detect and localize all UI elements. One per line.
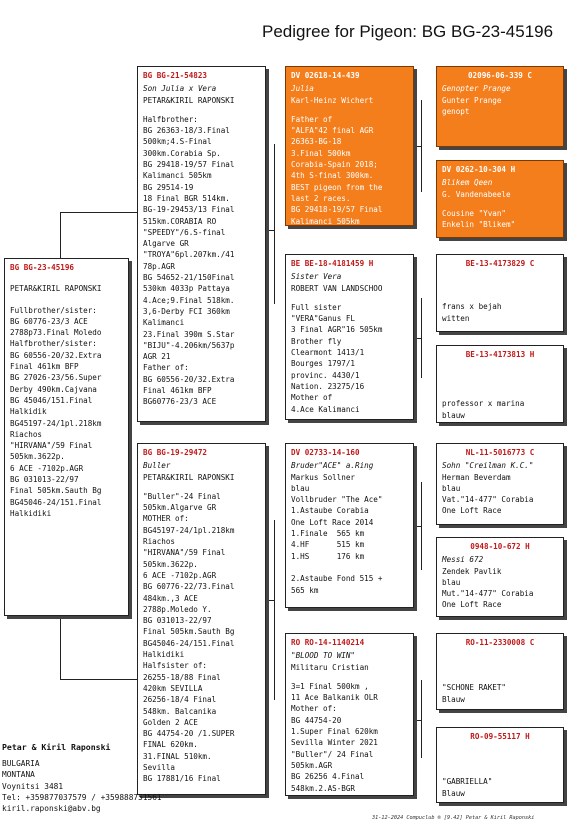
print-stamp: 31-12-2024 Compuclub ® [9.42] Petar & Kiril Raponski xyxy=(372,815,535,821)
sire-dam-card[interactable] xyxy=(285,254,414,420)
sire-sire-name: Julia xyxy=(291,84,314,94)
dam-dam-sire-notes: "SCHONE RAKET" Blauw xyxy=(442,683,507,704)
dam-name: Buller xyxy=(143,461,171,471)
sire-dam-dam-notes: professor x marina blauw xyxy=(442,399,525,420)
sire-ring-number: BG BG-21-54823 xyxy=(143,71,208,80)
dam-dam-owner: Militaru Cristian xyxy=(291,662,369,672)
sire-sire-dam-name: Blikem Qeen xyxy=(442,178,493,188)
dam-dam-name: "BLOOD TO WIN" xyxy=(291,651,356,661)
dam-dam-sire-card[interactable] xyxy=(436,633,564,710)
dam-sire-name: Bruder"ACE" a.Ring xyxy=(291,461,374,471)
connector-line xyxy=(60,212,138,213)
sire-name: Son Julia x Vera xyxy=(143,84,217,94)
dam-dam-sire-ring-number: RO-11-2330008 C xyxy=(465,638,535,647)
connector-line xyxy=(60,679,138,680)
dam-dam-dam-card[interactable] xyxy=(436,727,564,803)
sire-sire-sire-card[interactable] xyxy=(436,66,564,147)
dam-owner: PETAR&KIRIL RAPONSKI xyxy=(143,472,235,482)
dam-sire-sire-ring-number: NL-11-5016773 C xyxy=(465,448,535,457)
breeder-street: Voynitsi 3481 xyxy=(2,781,64,791)
sire-sire-notes: Father of "ALFA"42 final AGR 26363-BG-18 3.Final 500km Corabia-Spain 2018; 4th S-final 300km. BEST pigeon from the last 2 races. BG 29418-19/57 Final Kalimanci 505km xyxy=(291,114,383,226)
page-title: Pedigree for Pigeon: BG BG-23-45196 xyxy=(262,22,554,41)
dam-sire-card[interactable] xyxy=(285,443,414,608)
connector-line xyxy=(274,144,275,304)
sire-dam-owner: ROBERT VAN LANDSCHOO xyxy=(291,283,383,293)
sire-sire-sire-ring-number: 02096-06-339 C xyxy=(467,71,532,80)
dam-sire-dam-name: Messi 672 xyxy=(442,555,484,565)
dam-dam-card[interactable] xyxy=(285,633,414,796)
sire-notes: Halfbrother: BG 26363-18/3.Final 500km;4.S-Final 300km.Corabia Sp. BG 29418-19/57 Final Kalimanci 505km BG 29514-19 18 Final BGR 514km. BG-19-29453/13 Final 515km.CORABIA RO "SPEEDY"/6.S-final Algarve GR "TROYA"6pl.207km./41 78p.AGR BG 54652-21/150Final 530km 4033p Pattaya 4.Ace;9.Final 518km. 3,6-Derby FCI 360km Kalimanci 23.Final 390m S.Star "BIJU"-4.206km/5637p AGR 21 Father of: BG 60556-20/32.Extra Final 461km BFP BG60776-23/3 ACE xyxy=(143,114,235,407)
connector-line xyxy=(414,720,422,721)
dam-sire-sire-owner: Herman Beverdam xyxy=(442,472,511,482)
sire-dam-ring-number: BE BE-18-4181459 H xyxy=(291,259,374,268)
dam-ring-number: BG BG-19-29472 xyxy=(143,448,208,457)
breeder-phone: Tel: +359877037579 / +359888751561 xyxy=(2,792,162,802)
sire-sire-sire-owner: Gunter Prange xyxy=(442,95,502,105)
sire-sire-dam-owner: G. Vandenabeele xyxy=(442,189,511,199)
dam-sire-ring-number: DV 02733-14-160 xyxy=(291,448,360,457)
sire-dam-notes: Full sister "VERA"Ganus FL 3 Final AGR"16 505km Brother fly Clearmont 1413/1 Bourges 1797/1 provinc. 4430/1 Nation. 23275/16 Mother of 4.Ace Kalimanci xyxy=(291,302,383,414)
dam-dam-dam-ring-number: RO-09-55117 H xyxy=(470,732,530,741)
connector-line xyxy=(414,526,422,527)
subject-notes: Fullbrother/sister: BG 60776-23/3 ACE 2788p73.Final Moledo Halfbrother/sister: BG 60556-20/32.Extra Final 461km BFP BG 27026-23/56.Super Derby 490km.Cajvana BG 45046/151.Final Halkidik BG45197-24/1pl.218km Riachos "HIRVANA"/59 Final 505km.3622p. 6 ACE -7102p.AGR BG 031013-22/97 Final 505km.Sauth Bg BG45046-24/151.Final Halkidiki xyxy=(10,305,102,518)
dam-sire-dam-ring-number: 0948-10-672 H xyxy=(470,542,530,551)
sire-sire-dam-card[interactable] xyxy=(436,160,564,238)
sire-dam-dam-card[interactable] xyxy=(436,345,564,423)
sire-sire-dam-notes: Cousine "Yvan" Enkelin "Blikem" xyxy=(442,208,516,230)
connector-line xyxy=(266,230,275,231)
connector-line xyxy=(414,146,422,147)
connector-line xyxy=(266,600,275,601)
dam-sire-dam-card[interactable] xyxy=(436,537,564,617)
sire-dam-name: Sister Vera xyxy=(291,272,342,282)
subject-card[interactable] xyxy=(4,258,129,616)
sire-dam-sire-notes: frans x bejah witten xyxy=(442,302,502,323)
connector-line xyxy=(421,680,422,758)
sire-dam-dam-ring-number: BE-13-4173813 H xyxy=(465,350,535,359)
subject-ring-number: BG BG-23-45196 xyxy=(10,263,75,272)
sire-sire-owner: Karl-Heinz Wichert xyxy=(291,95,374,105)
connector-line xyxy=(60,617,61,679)
subject-owner: PETAR&KIRIL RAPONSKI xyxy=(10,284,102,294)
breeder-contact xyxy=(2,742,162,814)
dam-sire-sire-notes: blau Vat."14-477" Corabia One Loft Race xyxy=(442,483,534,516)
dam-sire-dam-notes: blau Mut."14-477" Corabia One Loft Race xyxy=(442,577,534,610)
sire-sire-dam-ring-number: DV 0262-10-304 H xyxy=(442,165,516,174)
dam-dam-ring-number: RO RO-14-1140214 xyxy=(291,638,365,647)
sire-dam-sire-card[interactable] xyxy=(436,254,564,332)
breeder-country: BULGARIA xyxy=(2,759,40,769)
sire-sire-card[interactable] xyxy=(285,66,414,226)
sire-card[interactable] xyxy=(137,66,266,422)
dam-sire-dam-owner: Zendek Pavlik xyxy=(442,566,502,576)
connector-line xyxy=(60,212,61,259)
sire-sire-ring-number: DV 02618-14-439 xyxy=(291,71,360,80)
dam-dam-dam-notes: "GABRIELLA" Blauw xyxy=(442,777,493,798)
dam-sire-sire-name: Sohn "Creilman K.C." xyxy=(442,461,534,471)
sire-owner: PETAR&KIRIL RAPONSKI xyxy=(143,95,235,105)
sire-dam-sire-ring-number: BE-13-4173829 C xyxy=(465,259,535,268)
dam-dam-notes: 3=1 Final 500km , 11 Ace Balkanik OLR Mother of: BG 44754-20 1.Super Final 620km Sevilla Winter 2021 "Buller"/ 24 Final 505km.AGR BG 26256 4.Final 548km.2.AS-BGR xyxy=(291,681,378,793)
dam-sire-owner: Markus Sollner xyxy=(291,472,356,482)
breeder-email[interactable]: kiril.raponski@abv.bg xyxy=(2,804,101,814)
breeder-region: MONTANA xyxy=(2,770,35,780)
breeder-name: Petar & Kiril Raponski xyxy=(2,742,111,752)
connector-line xyxy=(274,520,275,700)
sire-sire-sire-name: Genopter Prange xyxy=(442,84,511,94)
dam-sire-sire-card[interactable] xyxy=(436,443,564,525)
sire-sire-sire-notes: genopt xyxy=(442,106,470,116)
dam-notes: "Buller"-24 Final 505km.Algarve GR MOTHER of: BG45197-24/1pl.218km Riachos "HIRVANA"/59 Final 505km.3622p. 6 ACE -7102p.AGR BG 60776-22/73.Final 484km.,3 ACE 2788p.Moledo Y. BG 031013-22/97 Final 505km.Sauth Bg BG45046-24/151.Final Halkidiki Halfsister of: 26255-18/88 Final 420km SEVILLA 26256-18/4 Final 548km. Balcanika Golden 2 ACE BG 44754-20 /1.SUPER FINAL 620km. 31.FINAL 510km. Sevilla BG 17881/16 Final xyxy=(143,491,235,784)
dam-sire-notes: blau Vollbruder "The Ace" 1.Astaube Corabia One Loft Race 2014 1.Finale 565 km 4.HF 515 km 1.HS 176 km 2.Astaube Fond 515 + 565 km xyxy=(291,483,383,595)
connector-line xyxy=(414,338,422,339)
